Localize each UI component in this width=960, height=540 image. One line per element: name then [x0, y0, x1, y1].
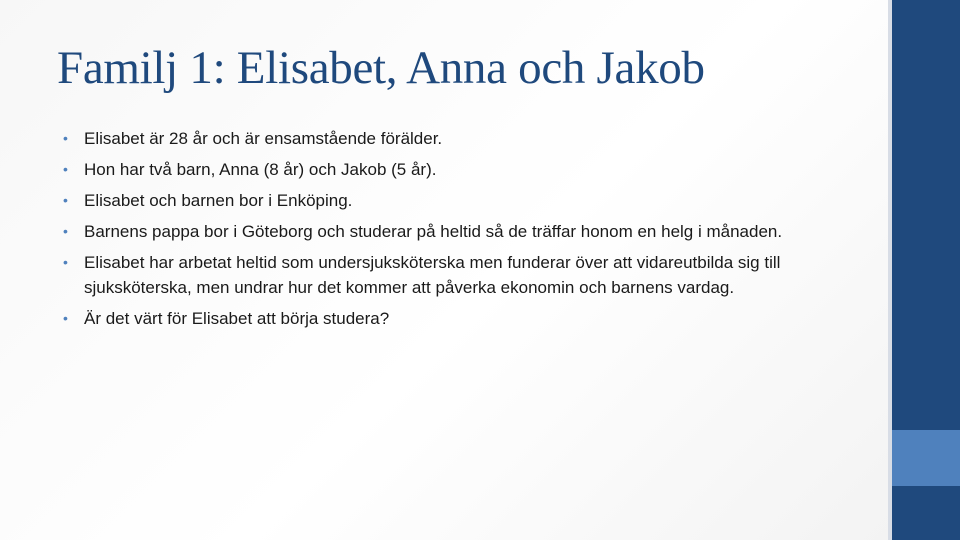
bullet-text: Hon har två barn, Anna (8 år) och Jakob (5 år). [84, 160, 437, 179]
bullet-dot-icon: • [63, 130, 68, 146]
bullet-item [60, 306, 860, 331]
bullet-text: Är det värt för Elisabet att börja studera? [84, 309, 390, 328]
bullet-dot-icon: • [63, 161, 68, 177]
bullet-text: Elisabet och barnen bor i Enköping. [84, 191, 353, 210]
bullet-dot-icon: • [63, 254, 68, 270]
bullet-dot-icon: • [63, 192, 68, 208]
bullet-text: Elisabet har arbetat heltid som undersjuksköterska men funderar över att vidareutbilda sig till sjuksköterska, men undrar hur det kommer att påverka ekonomin och barnens vardag. [84, 253, 781, 297]
slide-title: Familj 1: Elisabet, Anna och Jakob [57, 42, 705, 94]
bullet-item [60, 126, 860, 151]
bullet-dot-icon: • [63, 310, 68, 326]
bullet-dot-icon: • [63, 223, 68, 239]
bullet-item [60, 188, 860, 213]
bullet-item [60, 219, 860, 244]
sidebar-accent-block [892, 430, 960, 486]
bullet-text: Elisabet är 28 år och är ensamstående förälder. [84, 129, 443, 148]
bullet-item [60, 250, 860, 300]
bullet-text: Barnens pappa bor i Göteborg och studerar på heltid så de träffar honom en helg i månaden. [84, 222, 783, 241]
bullet-item [60, 157, 860, 182]
bullet-list [60, 126, 860, 337]
